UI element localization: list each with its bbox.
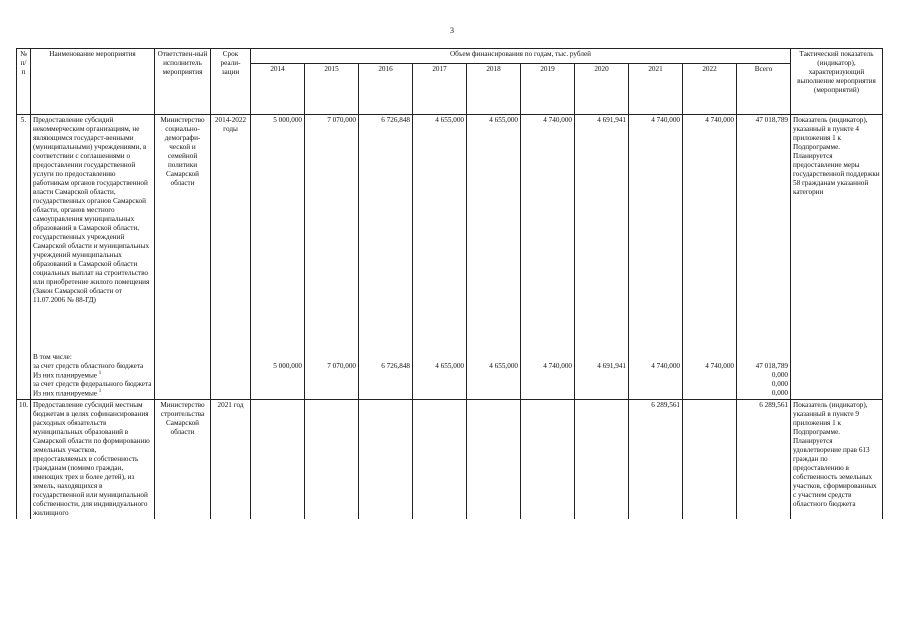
federal-label: за счет средств федерального бюджета (31, 380, 155, 389)
value-cell: 4 740,000 (683, 115, 737, 354)
header-year: 2019 (521, 64, 575, 115)
row-executor: Министерство строительства Самарской области (155, 399, 211, 519)
total-cell: 47 018,789 (737, 362, 791, 371)
row-indicator: Показатель (индикатор), указанный в пункте 9 приложения 1 к Подпрограмме. Планируется удовлетворение прав 613 граждан по предоставлению в собственность земельных участков, сформированных с участием средств областного бюджета (791, 399, 883, 519)
total-cell: 47 018,789 (737, 115, 791, 354)
planned-label: Из них планируемые $^1$ (31, 371, 155, 380)
value-cell: 4 655,000 (413, 115, 467, 354)
page-number-mark: 3 (450, 26, 454, 35)
value-cell: 6 726,848 (359, 115, 413, 354)
header-year: 2017 (413, 64, 467, 115)
value-cell: 4 740,000 (629, 362, 683, 371)
row-number: 5. (17, 115, 31, 354)
header-num: № п/п (17, 49, 31, 115)
row-executor: Министерство социально-демографи-ческой и семейной политики Самарской области (155, 115, 211, 354)
row-term: 2014-2022 годы (211, 115, 251, 354)
value-cell: 7 070,000 (305, 362, 359, 371)
header-indicator: Тактический показатель (индикатор), характеризующий выполнение мероприятия (мероприятий) (791, 49, 883, 115)
value-cell: 4 740,000 (521, 115, 575, 354)
total-cell: 0,000 (737, 389, 791, 399)
value-cell: 4 740,000 (521, 362, 575, 371)
value-cell: 7 070,000 (305, 115, 359, 354)
table-row-5 (17, 115, 883, 354)
financing-table-wrapper (16, 48, 883, 519)
value-cell: 4 740,000 (629, 115, 683, 354)
incl-label: В том числе: (31, 353, 155, 362)
row-indicator: Показатель (индикатор), указанный в пункте 4 приложения 1 к Подпрограмме. Планируется предоставление меры государственной поддержки 58 гражданам указанной категории (791, 115, 883, 354)
value-cell: 6 726,848 (359, 362, 413, 371)
planned-row-2 (17, 389, 883, 399)
regional-label: за счет средств областного бюджета (31, 362, 155, 371)
value-cell: 4 655,000 (413, 362, 467, 371)
value-cell: 5 000,000 (251, 362, 305, 371)
total-cell: 0,000 (737, 371, 791, 380)
regional-budget-row (17, 362, 883, 371)
header-row-top (17, 49, 883, 64)
value-cell: 4 740,000 (683, 362, 737, 371)
row-name: Предоставление субсидий местным бюджетам в целях софинансирования расходных обязательств муниципальных образований в Самарской области по формированию земельных участков, предоставляемых в собственность гражданам (помимо граждан, имеющих трех и более детей), из земель, находящихся в государственной или муниципальной собственности, для индивидуального жилищного (31, 399, 155, 519)
header-year: 2014 (251, 64, 305, 115)
header-total: Всего (737, 64, 791, 115)
value-cell: 4 691,941 (575, 115, 629, 354)
header-year: 2021 (629, 64, 683, 115)
row-name: Предоставление субсидий некоммерческим организациям, не являющимся государст-венными (муниципальными) учреждениями, в соответствии с соглашениями о предоставлении государственной услуги по предоставлению работникам органов государственной власти Самарской области, государственных органов Самарской области, органов местного самоуправления муниципальных образований в Самарской области, государственных учреждений Самарской области и муниципальных учреждений муниципальных образований в Самарской области социальных выплат на строительство или приобретение жилого помещения (Закон Самарской области от 11.07.2006 № 88-ГД) (31, 115, 155, 354)
header-name: Наименование мероприятия (31, 49, 155, 115)
header-year: 2020 (575, 64, 629, 115)
header-year: 2016 (359, 64, 413, 115)
total-cell: 6 289,561 (737, 399, 791, 519)
federal-budget-row (17, 380, 883, 389)
footnote-mark: 1 (98, 389, 102, 395)
header-term: Срок реали-зации (211, 49, 251, 115)
header-year: 2015 (305, 64, 359, 115)
value-cell: 4 655,000 (467, 362, 521, 371)
row-number: 10. (17, 399, 31, 519)
header-financing: Объем финансирования по годам, тыс. рублей (251, 49, 791, 64)
total-cell: 0,000 (737, 380, 791, 389)
financing-table (16, 48, 883, 519)
table-row-10 (17, 399, 883, 519)
value-cell: 4 655,000 (467, 115, 521, 354)
planned-label: Из них планируемые $^1$ (31, 389, 155, 399)
header-year: 2022 (683, 64, 737, 115)
value-cell: 4 691,941 (575, 362, 629, 371)
row-term: 2021 год (211, 399, 251, 519)
planned-row-1 (17, 371, 883, 380)
value-cell: 5 000,000 (251, 115, 305, 354)
value-cell: 6 289,561 (629, 399, 683, 519)
header-executor: Ответствен-ный исполнитель мероприятия (155, 49, 211, 115)
footnote-mark: 1 (98, 371, 102, 376)
header-year: 2018 (467, 64, 521, 115)
incl-label-row (17, 353, 883, 362)
